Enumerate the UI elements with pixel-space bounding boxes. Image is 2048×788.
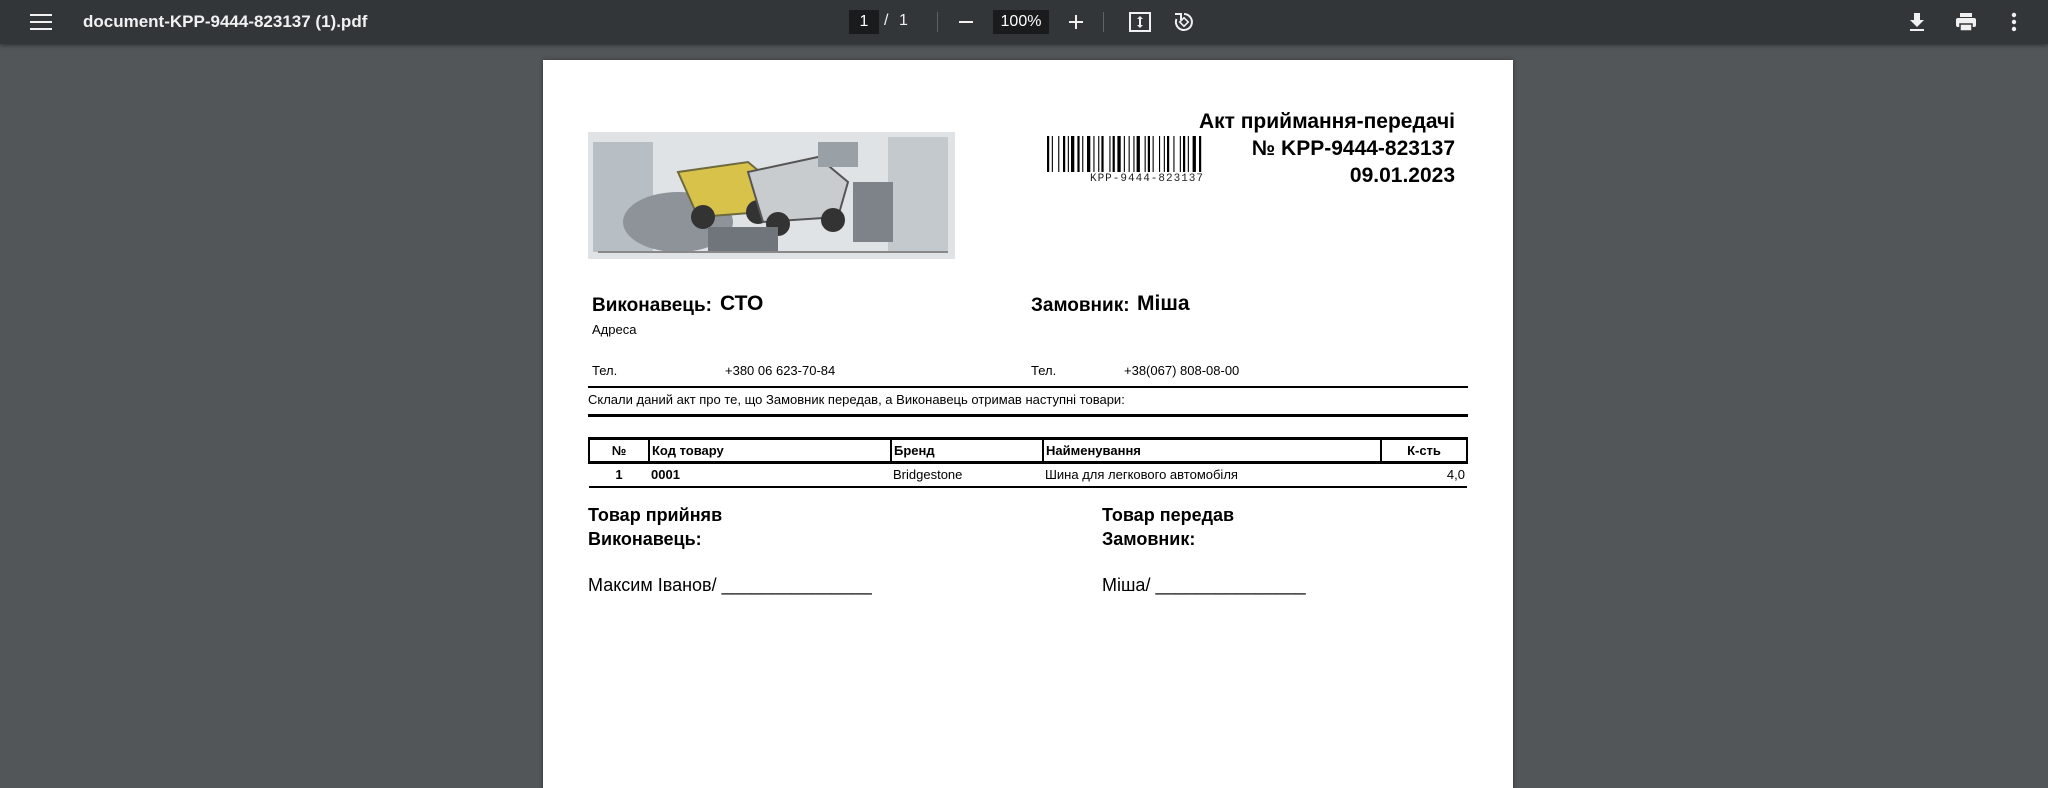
customer-label: Замовник: xyxy=(1031,295,1130,316)
items-table xyxy=(588,437,1468,488)
sign-right-line1: Товар передав xyxy=(1102,505,1235,525)
sign-right-name: Міша/ _______________ xyxy=(1102,575,1306,595)
pdf-toolbar xyxy=(0,0,2048,44)
col-name: Найменування xyxy=(1043,439,1381,463)
garage-illustration-logo xyxy=(588,132,955,259)
act-title: Акт приймання-передачі xyxy=(1198,110,1455,133)
zoom-level-input[interactable]: 100% xyxy=(993,10,1049,34)
page-total: 1 xyxy=(899,12,908,29)
sign-left-name: Максим Іванов/ _______________ xyxy=(588,575,872,595)
act-date: 09.01.2023 xyxy=(1349,164,1455,187)
table-header-row xyxy=(589,439,1467,463)
menu-icon[interactable] xyxy=(27,8,55,36)
toolbar-divider xyxy=(1103,12,1104,32)
print-icon[interactable] xyxy=(1952,8,1980,36)
sign-left-line1: Товар прийняв xyxy=(588,505,723,525)
executor-value: СТО xyxy=(720,292,764,315)
divider-line xyxy=(588,386,1468,388)
cell-code: 0001 xyxy=(649,463,891,487)
download-icon[interactable] xyxy=(1903,8,1931,36)
cell-brand: Bridgestone xyxy=(891,463,1043,487)
page-number-input[interactable]: 1 xyxy=(849,10,879,34)
rotate-icon[interactable] xyxy=(1170,8,1198,36)
cell-number: 1 xyxy=(589,463,649,487)
table-row xyxy=(589,463,1467,487)
sign-right-heading xyxy=(1102,503,1234,551)
col-number: № xyxy=(589,439,649,463)
act-number: № KPP-9444-823137 xyxy=(1251,137,1455,160)
executor-label: Виконавець: xyxy=(592,295,712,316)
col-brand: Бренд xyxy=(891,439,1043,463)
fit-page-icon[interactable] xyxy=(1126,8,1154,36)
page-separator: / xyxy=(884,12,889,29)
barcode-text: KPP-9444-823137 xyxy=(1089,173,1205,185)
divider-line xyxy=(588,414,1468,417)
document-title: document-KPP-9444-823137 (1).pdf xyxy=(83,12,368,31)
more-vert-icon[interactable] xyxy=(2000,8,2028,36)
address-label: Адреса xyxy=(592,322,637,337)
col-quantity: К-сть xyxy=(1381,439,1467,463)
executor-phone: +380 06 623-70-84 xyxy=(725,363,836,378)
cell-name: Шина для легкового автомобіля xyxy=(1043,463,1381,487)
intro-text: Склали даний акт про те, що Замовник передав, а Виконавець отримав наступні товари: xyxy=(588,392,1125,407)
executor-phone-label: Тел. xyxy=(592,363,618,378)
cell-quantity: 4,0 xyxy=(1381,463,1467,487)
zoom-in-icon[interactable] xyxy=(1062,8,1090,36)
pdf-page xyxy=(543,60,1513,788)
toolbar-divider xyxy=(937,12,938,32)
customer-phone: +38(067) 808-08-00 xyxy=(1124,363,1240,378)
sign-left-line2: Виконавець: xyxy=(588,529,702,549)
sign-right-line2: Замовник: xyxy=(1102,529,1196,549)
zoom-out-icon[interactable] xyxy=(952,8,980,36)
barcode-image xyxy=(1047,136,1247,172)
col-code: Код товару xyxy=(649,439,891,463)
customer-phone-label: Тел. xyxy=(1031,363,1057,378)
sign-left-heading xyxy=(588,503,722,551)
customer-value: Міша xyxy=(1137,292,1190,315)
